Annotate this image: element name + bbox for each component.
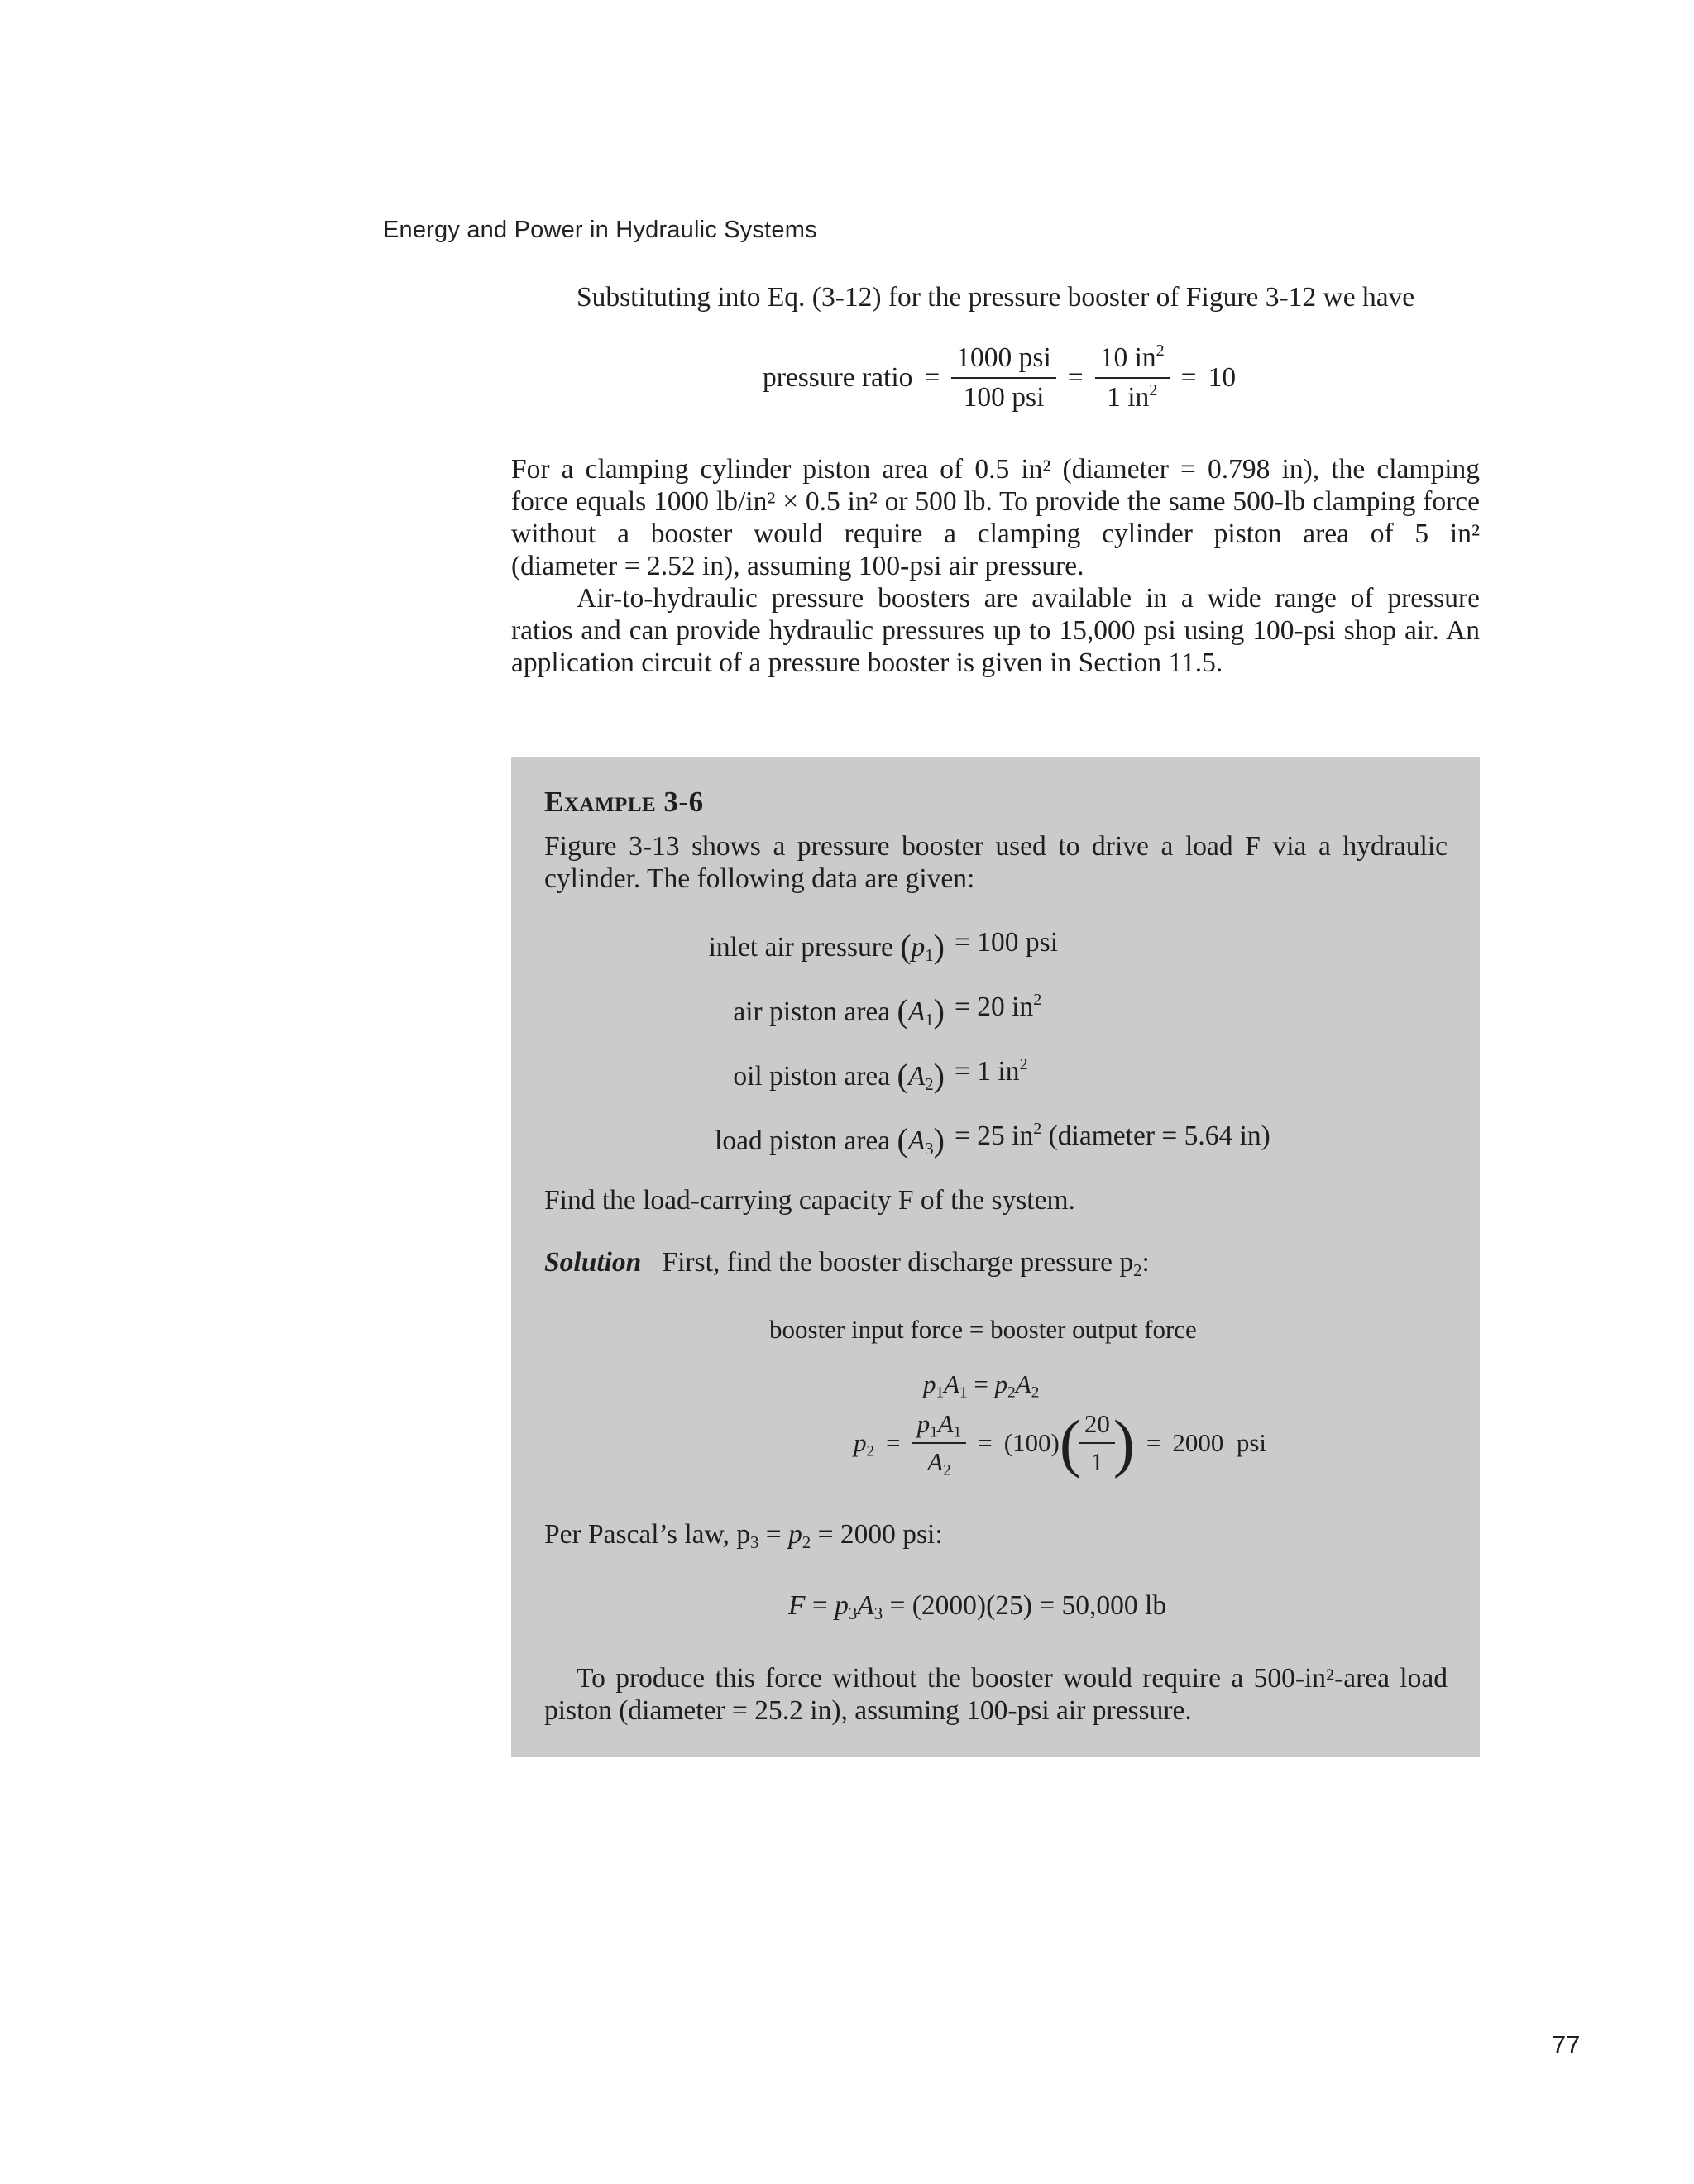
page-number: 77 [1552, 2030, 1581, 2059]
solution-line: Solution First, find the booster discharge pressure $p_2$: [544, 1247, 1150, 1280]
solution-label: Solution [544, 1247, 642, 1278]
pressure-ratio-equation: pressure ratio = $\frac{\text{1000 psi}}{\text{100 psi}}$ = $\frac{10 in^2}{1 in^2}$ = 10 [763, 341, 1237, 413]
ratio-lhs: pressure ratio [763, 362, 913, 393]
force-balance-equation: booster input force = booster output force [769, 1315, 1197, 1344]
p2-calculation: $p_2$ = $\frac{p_1A_1}{A_2}$ = (100) ( $\frac{20}{1}$ ) = 2000 psi [854, 1407, 1267, 1479]
ratio-fraction-area: $\frac{10 in^2}{1 in^2}$ [1095, 342, 1170, 413]
ratio-fraction-psi: $\frac{\text{1000 psi}}{\text{100 psi}}$ [951, 342, 1055, 413]
ratio-result: 10 [1208, 362, 1237, 393]
example-title: Example 3-6 [544, 786, 704, 818]
p1a1-equals-p2a2: $p_1A_1 = p_2A_2$ [923, 1369, 1040, 1402]
force-result-equation: $F = p_3A_3 = (2000)(25) = 50,000$ lb [788, 1590, 1167, 1623]
pascal-law-line: Per Pascal’s law, $p_3 = p_2 = 2000$ psi: [544, 1519, 943, 1552]
intro-line: Substituting into Eq. (3-12) for the pressure booster of Figure 3-12 we have [577, 282, 1415, 313]
find-statement: Find the load-carrying capacity F of the system. [544, 1185, 1075, 1216]
running-head: Energy and Power in Hydraulic Systems [383, 217, 817, 243]
